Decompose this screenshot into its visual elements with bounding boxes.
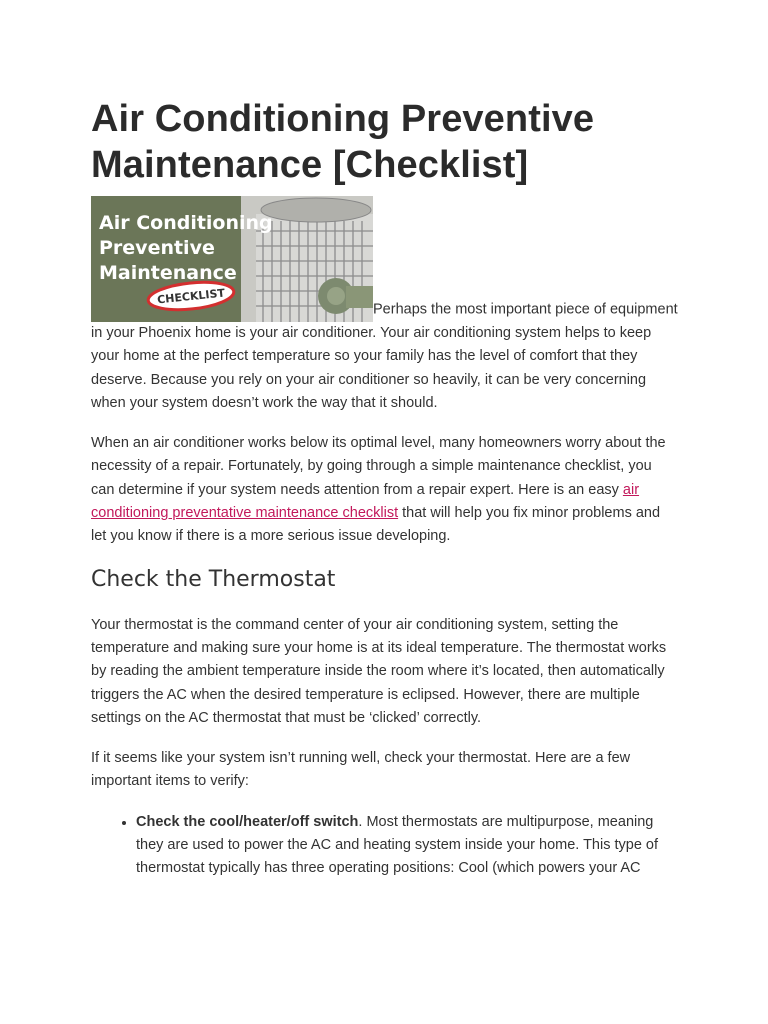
hero-image [91, 196, 373, 322]
section-heading-thermostat: Check the Thermostat [91, 566, 336, 592]
thermostat-checklist [91, 811, 679, 881]
paragraph-2-end: that will help you fix minor problems and let you know if there is a more serious issue developing. [91, 505, 661, 545]
hero-text-line3: Maintenance [99, 262, 237, 284]
intro-text: Perhaps the most important piece of equipment in your Phoenix home is your air conditioner. Your air conditioning system helps to keep your home at the perfect temperature so your family has the level of comfort that they deserve. Because you rely on your air conditioner so heavily, it can be very concerning when your system doesn’t work the way that it should. [91, 301, 678, 411]
hero-badge: CHECKLIST [156, 286, 226, 307]
page-title: Air Conditioning Preventive Maintenance [Checklist] [91, 98, 595, 186]
list-item-text: . Most thermostats are multipurpose, meaning they are used to power the AC and heating system inside your home. This type of thermostat typically has three operating positions: Cool (which powers your AC [136, 813, 659, 877]
hero-text-line1: Air Conditioning [99, 212, 273, 234]
hero-text-line2: Preventive [99, 237, 215, 259]
thermostat-paragraph-2: If it seems like your system isn’t running well, check your thermostat. Here are a few important items to verify: [91, 750, 631, 790]
hero-illustration [91, 196, 373, 322]
thermostat-paragraph-1: Your thermostat is the command center of your air conditioning system, setting the temperature and making sure your home is at its ideal temperature. The thermostat works by reading the ambient temperature inside the room where it’s located, then automatically triggers the AC when the desired temperature is eclipsed. However, there are multiple settings on the AC thermostat that must be ‘clicked’ correctly. [91, 616, 667, 726]
checklist-link[interactable]: air conditioning preventative maintenance checklist [91, 481, 640, 522]
list-item [136, 811, 679, 881]
list-item-title: Check the cool/heater/off switch [136, 813, 359, 830]
paragraph-2 [91, 432, 679, 548]
intro-paragraph [91, 196, 679, 415]
paragraph-2-start: When an air conditioner works below its optimal level, many homeowners worry about the necessity of a repair. Fortunately, by going through a simple maintenance checklist, you can determine if your system needs attention from a repair expert. Here is an easy [91, 435, 666, 498]
article [91, 96, 679, 881]
